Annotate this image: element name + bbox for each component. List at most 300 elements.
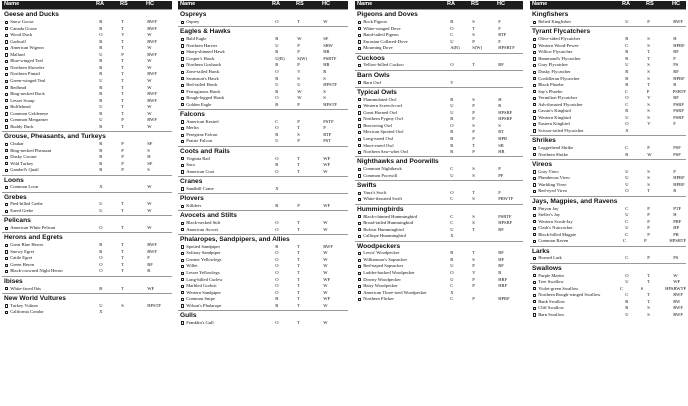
checkbox[interactable] — [533, 103, 536, 106]
checkbox[interactable] — [358, 64, 361, 67]
checkbox[interactable] — [358, 124, 361, 127]
checkbox[interactable] — [5, 186, 8, 189]
section-title: Gulls — [178, 310, 348, 320]
checkbox[interactable] — [181, 298, 184, 301]
checkbox[interactable] — [533, 287, 536, 290]
residency-status: T — [121, 91, 124, 97]
checkbox[interactable] — [533, 38, 536, 41]
relative-abundance: R — [275, 101, 279, 107]
section-title: Grebes — [2, 192, 172, 202]
residency-status: S(W) — [472, 45, 483, 51]
relative-abundance: X — [275, 185, 279, 191]
checkbox[interactable] — [533, 71, 536, 74]
checkbox[interactable] — [358, 174, 361, 177]
checkbox[interactable] — [5, 112, 8, 115]
habitat-code: W — [147, 58, 152, 64]
checkbox[interactable] — [358, 144, 361, 147]
relative-abundance: X — [625, 127, 629, 133]
habitat-code: RWF — [673, 311, 683, 317]
checkbox[interactable] — [533, 116, 536, 119]
checkbox[interactable] — [5, 210, 8, 213]
checkbox[interactable] — [5, 27, 8, 30]
residency-status: T — [472, 226, 475, 232]
column-4 — [530, 1, 686, 318]
habitat-code: W — [323, 226, 328, 232]
checkbox[interactable] — [533, 207, 536, 210]
habitat-code: H — [673, 212, 677, 218]
checkbox[interactable] — [181, 228, 184, 231]
checkbox[interactable] — [533, 220, 536, 223]
bird-row — [355, 62, 523, 69]
checkbox[interactable] — [181, 97, 184, 100]
bird-row — [2, 268, 172, 275]
checkbox[interactable] — [5, 34, 8, 37]
checkbox[interactable] — [358, 192, 361, 195]
bird-name: Northern Goshawk — [186, 62, 222, 68]
checkbox[interactable] — [533, 227, 536, 230]
bird-name: Violet-green Swallow — [538, 285, 579, 291]
residency-status: T — [121, 71, 124, 77]
habitat-code: RWF — [147, 242, 157, 248]
checkbox[interactable] — [358, 21, 361, 24]
residency-status: T — [297, 270, 300, 276]
bird-name: Rufous Hummingbird — [363, 226, 404, 232]
checkbox[interactable] — [5, 169, 8, 172]
checkbox[interactable] — [358, 81, 361, 84]
bird-row — [530, 19, 686, 26]
checkbox[interactable] — [5, 67, 8, 70]
checkbox[interactable] — [5, 304, 8, 307]
checkbox[interactable] — [181, 57, 184, 60]
relative-abundance: C — [625, 42, 629, 48]
habitat-code: HRF — [498, 276, 508, 282]
residency-status: T — [121, 248, 124, 254]
relative-abundance: U — [450, 172, 454, 178]
relative-abundance: R — [99, 285, 103, 291]
habitat-code: HR — [323, 49, 330, 55]
residency-status: P — [647, 225, 650, 231]
checkbox[interactable] — [5, 143, 8, 146]
habitat-code: SF — [147, 140, 153, 146]
checkbox[interactable] — [358, 168, 361, 171]
relative-abundance: C — [625, 145, 629, 151]
checkbox[interactable] — [358, 105, 361, 108]
bird-name: Cordilleran Flycatcher — [538, 75, 580, 81]
checkbox[interactable] — [181, 278, 184, 281]
relative-abundance: U — [99, 117, 103, 123]
checkbox[interactable] — [358, 131, 361, 134]
header-name: Name — [180, 1, 196, 7]
checkbox[interactable] — [5, 47, 8, 50]
checkbox[interactable] — [5, 311, 8, 314]
checkbox[interactable] — [533, 84, 536, 87]
residency-status: S — [472, 19, 475, 25]
header-rs: RS — [646, 1, 654, 7]
checkbox[interactable] — [533, 44, 536, 47]
relative-abundance: R — [450, 149, 454, 155]
checkbox[interactable] — [181, 259, 184, 262]
relative-abundance: C — [625, 255, 629, 261]
checkbox[interactable] — [358, 228, 361, 231]
checkbox[interactable] — [358, 47, 361, 50]
residency-status: V — [121, 32, 125, 38]
habitat-code: PS — [673, 255, 679, 261]
checkbox[interactable] — [5, 257, 8, 260]
habitat-code: RWF — [673, 292, 683, 298]
residency-status: P — [121, 167, 124, 173]
checkbox[interactable] — [181, 38, 184, 41]
bird-name: American Avocet — [186, 226, 219, 232]
checkbox[interactable] — [358, 252, 361, 255]
checkbox[interactable] — [181, 120, 184, 123]
residency-status: T — [647, 292, 650, 298]
checkbox[interactable] — [533, 274, 536, 277]
residency-status: T — [121, 104, 124, 110]
checkbox[interactable] — [533, 77, 536, 80]
relative-abundance: C — [450, 196, 454, 202]
checkbox[interactable] — [181, 187, 184, 190]
relative-abundance: R — [450, 116, 454, 122]
section-title: Typical Owls — [355, 87, 523, 97]
habitat-code: RW — [673, 298, 681, 304]
habitat-code: PSRF — [673, 114, 684, 120]
relative-abundance: U — [99, 201, 103, 207]
checkbox[interactable] — [5, 21, 8, 24]
checkbox[interactable] — [181, 285, 184, 288]
checkbox[interactable] — [181, 321, 184, 324]
residency-status: T — [121, 78, 124, 84]
habitat-code: F — [498, 25, 501, 31]
checkbox[interactable] — [533, 294, 536, 297]
bird-name: Flammulated Owl — [363, 96, 397, 102]
section-title: Tyrant Flycatchers — [530, 26, 686, 36]
residency-status: V — [297, 68, 301, 74]
residency-status: T — [472, 142, 475, 148]
checkbox[interactable] — [5, 40, 8, 43]
checkbox[interactable] — [181, 272, 184, 275]
checkbox[interactable] — [5, 162, 8, 165]
habitat-code — [498, 233, 523, 240]
bird-name: Rock Pigeon — [363, 19, 387, 25]
habitat-code: W — [147, 201, 152, 207]
checkbox[interactable] — [181, 90, 184, 93]
relative-abundance: O — [625, 95, 629, 101]
checkbox[interactable] — [533, 21, 536, 24]
checkbox[interactable] — [358, 265, 361, 268]
relative-abundance: U — [275, 82, 279, 88]
habitat-code: S — [323, 95, 326, 101]
residency-status: S — [647, 108, 650, 114]
checkbox[interactable] — [533, 51, 536, 54]
checkbox[interactable] — [181, 103, 184, 106]
residency-status: S — [647, 62, 650, 68]
bird-name: Bank Swallow — [538, 298, 566, 304]
checkbox[interactable] — [533, 214, 536, 217]
checkbox[interactable] — [5, 53, 8, 56]
habitat-code: S — [323, 88, 326, 94]
bird-row — [355, 296, 523, 303]
checkbox[interactable] — [5, 99, 8, 102]
checkbox[interactable] — [181, 164, 184, 167]
habitat-code: HR — [498, 149, 505, 155]
relative-abundance: R — [275, 162, 279, 168]
bird-name: Burrowing Owl — [363, 122, 393, 128]
section-title: Geese and Ducks — [2, 9, 172, 19]
bird-name: Snow Goose — [10, 19, 34, 25]
checkbox[interactable] — [181, 44, 184, 47]
checkbox[interactable] — [533, 233, 536, 236]
checkbox[interactable] — [5, 227, 8, 230]
checkbox[interactable] — [358, 291, 361, 294]
checkbox[interactable] — [5, 93, 8, 96]
residency-status: S — [121, 302, 124, 308]
bird-name: Ring-necked Pheasant — [10, 147, 52, 153]
residency-status: P — [647, 218, 650, 224]
habitat-code: W — [323, 250, 328, 256]
habitat-code: HPSTF — [323, 101, 337, 107]
checkbox[interactable] — [5, 60, 8, 63]
relative-abundance: R — [99, 242, 103, 248]
relative-abundance: O — [275, 168, 279, 174]
bird-name: American Coot — [186, 168, 215, 174]
checkbox[interactable] — [358, 259, 361, 262]
checkbox[interactable] — [181, 64, 184, 67]
relative-abundance: R — [99, 147, 103, 153]
habitat-code: W — [147, 225, 152, 231]
checkbox[interactable] — [533, 240, 536, 243]
checkbox[interactable] — [533, 147, 536, 150]
checkbox[interactable] — [5, 156, 8, 159]
checkbox[interactable] — [5, 264, 8, 267]
checkbox[interactable] — [181, 134, 184, 137]
checkbox[interactable] — [181, 140, 184, 143]
residency-status: T — [297, 226, 300, 232]
bird-name: Barn Swallow — [538, 311, 565, 317]
checkbox[interactable] — [181, 304, 184, 307]
bird-name: Short-eared Owl — [363, 142, 394, 148]
bird-name: Tree Swallow — [538, 279, 564, 285]
checkbox[interactable] — [181, 71, 184, 74]
checkbox[interactable] — [181, 265, 184, 268]
checkbox[interactable] — [533, 257, 536, 260]
checkbox[interactable] — [181, 252, 184, 255]
bird-row — [530, 312, 686, 319]
habitat-code: HPSTF — [323, 82, 337, 88]
checkbox[interactable] — [533, 123, 536, 126]
checkbox[interactable] — [5, 287, 8, 290]
relative-abundance: C — [625, 218, 629, 224]
checkbox[interactable] — [358, 98, 361, 101]
residency-status: T — [647, 82, 650, 88]
residency-status: T — [121, 285, 124, 291]
checkbox[interactable] — [181, 84, 184, 87]
checkbox[interactable] — [5, 73, 8, 76]
habitat-code: HPSRTF — [498, 45, 515, 51]
checkbox[interactable] — [5, 244, 8, 247]
checkbox[interactable] — [181, 245, 184, 248]
habitat-code: PTF — [673, 205, 682, 211]
habitat-code: HPSRF — [498, 109, 513, 115]
checkbox[interactable] — [358, 151, 361, 154]
bird-name: Calliope Hummingbird — [363, 233, 406, 239]
relative-abundance: U — [275, 42, 279, 48]
relative-abundance: U — [99, 51, 103, 57]
header-rs: RS — [120, 1, 128, 7]
checkbox[interactable] — [358, 215, 361, 218]
checkbox[interactable] — [5, 149, 8, 152]
habitat-code: P — [673, 168, 676, 174]
bird-name: Long-eared Owl — [363, 135, 394, 141]
relative-abundance: U — [625, 114, 629, 120]
checkbox[interactable] — [181, 157, 184, 160]
habitat-code: S — [147, 147, 150, 153]
habitat-code: RF — [673, 49, 679, 55]
residency-status: S — [640, 285, 644, 291]
habitat-code: W — [323, 302, 328, 308]
bird-name: Lesser Yellowlegs — [186, 270, 220, 276]
checkbox[interactable] — [181, 127, 184, 130]
checkbox[interactable] — [5, 270, 8, 273]
bird-name: Dusky Flycatcher — [538, 68, 571, 74]
residency-status: V — [647, 95, 651, 101]
column-2 — [178, 1, 348, 326]
checkbox[interactable] — [358, 222, 361, 225]
residency-status: W — [297, 36, 302, 42]
residency-status: S — [647, 181, 650, 187]
relative-abundance: R — [275, 75, 279, 81]
residency-status: V — [472, 270, 476, 276]
habitat-code: HPSRWTF — [665, 285, 686, 291]
bird-name: Mexican Spotted Owl — [363, 129, 404, 135]
bird-name: Gray Vireo — [538, 168, 559, 174]
checkbox[interactable] — [181, 291, 184, 294]
checkbox[interactable] — [358, 138, 361, 141]
checkbox[interactable] — [358, 40, 361, 43]
checkbox[interactable] — [533, 281, 536, 284]
relative-abundance: U — [625, 175, 629, 181]
checkbox[interactable] — [181, 21, 184, 24]
checkbox[interactable] — [533, 313, 536, 316]
bird-row — [178, 186, 348, 193]
bird-name: Common Raven — [538, 238, 569, 244]
checkbox[interactable] — [5, 125, 8, 128]
bird-row — [530, 128, 686, 135]
checkbox[interactable] — [533, 177, 536, 180]
relative-abundance: R — [99, 140, 103, 146]
relative-abundance: X — [450, 233, 454, 239]
checkbox[interactable] — [533, 307, 536, 310]
bird-name: Plumbeous Vireo — [538, 175, 570, 181]
bird-name: Green Heron — [10, 261, 35, 267]
checkbox[interactable] — [533, 190, 536, 193]
checkbox[interactable] — [181, 170, 184, 173]
checkbox[interactable] — [533, 183, 536, 186]
checkbox[interactable] — [358, 111, 361, 114]
checkbox[interactable] — [533, 64, 536, 67]
residency-status: S — [647, 36, 650, 42]
bird-name: Warbling Vireo — [538, 181, 567, 187]
relative-abundance: R — [450, 19, 454, 25]
bird-name: Pinyon Jay — [538, 205, 559, 211]
relative-abundance: U — [625, 181, 629, 187]
habitat-code: WF — [673, 279, 681, 285]
residency-status: T — [647, 279, 650, 285]
header-rs: RS — [471, 1, 479, 7]
residency-status: S — [647, 114, 650, 120]
bird-row — [2, 167, 172, 174]
relative-abundance: O — [99, 225, 103, 231]
bird-name: Hammond's Flycatcher — [538, 55, 581, 61]
habitat-code: H — [147, 154, 151, 160]
bird-name: Northern Rough-winged Swallow — [538, 292, 601, 298]
bird-row — [2, 184, 172, 191]
checkbox[interactable] — [181, 77, 184, 80]
habitat-code: W — [323, 289, 328, 295]
habitat-code: SF — [147, 160, 153, 166]
relative-abundance: C — [450, 283, 454, 289]
checkbox[interactable] — [358, 27, 361, 30]
bird-name: Green-winged Teal — [10, 78, 46, 84]
checkbox[interactable] — [533, 153, 536, 156]
habitat-code: WF — [323, 162, 331, 168]
checkbox[interactable] — [533, 97, 536, 100]
checkbox[interactable] — [533, 170, 536, 173]
checkbox[interactable] — [5, 80, 8, 83]
residency-status: P — [297, 62, 300, 68]
checkbox[interactable] — [5, 119, 8, 122]
checkbox[interactable] — [533, 110, 536, 113]
checkbox[interactable] — [181, 222, 184, 225]
habitat-code: WF — [323, 276, 331, 282]
bird-name: California Condor — [10, 309, 44, 315]
checkbox[interactable] — [358, 34, 361, 37]
relative-abundance: U — [625, 19, 629, 25]
bird-row — [178, 102, 348, 109]
residency-status: P — [644, 238, 647, 244]
relative-abundance: U — [450, 276, 454, 282]
checkbox[interactable] — [533, 90, 536, 93]
checkbox[interactable] — [5, 86, 8, 89]
checkbox[interactable] — [533, 300, 536, 303]
residency-status: S — [472, 172, 475, 178]
checkbox[interactable] — [181, 51, 184, 54]
habitat-code: RWF — [147, 51, 157, 57]
habitat-code: F — [673, 55, 676, 61]
relative-abundance: R — [625, 82, 629, 88]
checkbox[interactable] — [533, 129, 536, 132]
checkbox[interactable] — [358, 272, 361, 275]
habitat-code: HPRF — [673, 42, 685, 48]
checkbox[interactable] — [358, 278, 361, 281]
residency-status: T — [121, 25, 124, 31]
relative-abundance: O — [275, 250, 279, 256]
checkbox[interactable] — [358, 118, 361, 121]
residency-status: T — [121, 64, 124, 70]
checkbox[interactable] — [358, 285, 361, 288]
relative-abundance: X — [99, 184, 103, 190]
checkbox[interactable] — [358, 198, 361, 201]
checkbox[interactable] — [358, 235, 361, 238]
checkbox[interactable] — [181, 205, 184, 208]
checkbox[interactable] — [5, 203, 8, 206]
checkbox[interactable] — [5, 106, 8, 109]
checkbox[interactable] — [533, 57, 536, 60]
relative-abundance: R — [99, 64, 103, 70]
residency-status: S — [472, 213, 475, 219]
checkbox[interactable] — [5, 250, 8, 253]
section-title: New World Vultures — [2, 293, 172, 303]
checkbox[interactable] — [358, 298, 361, 301]
